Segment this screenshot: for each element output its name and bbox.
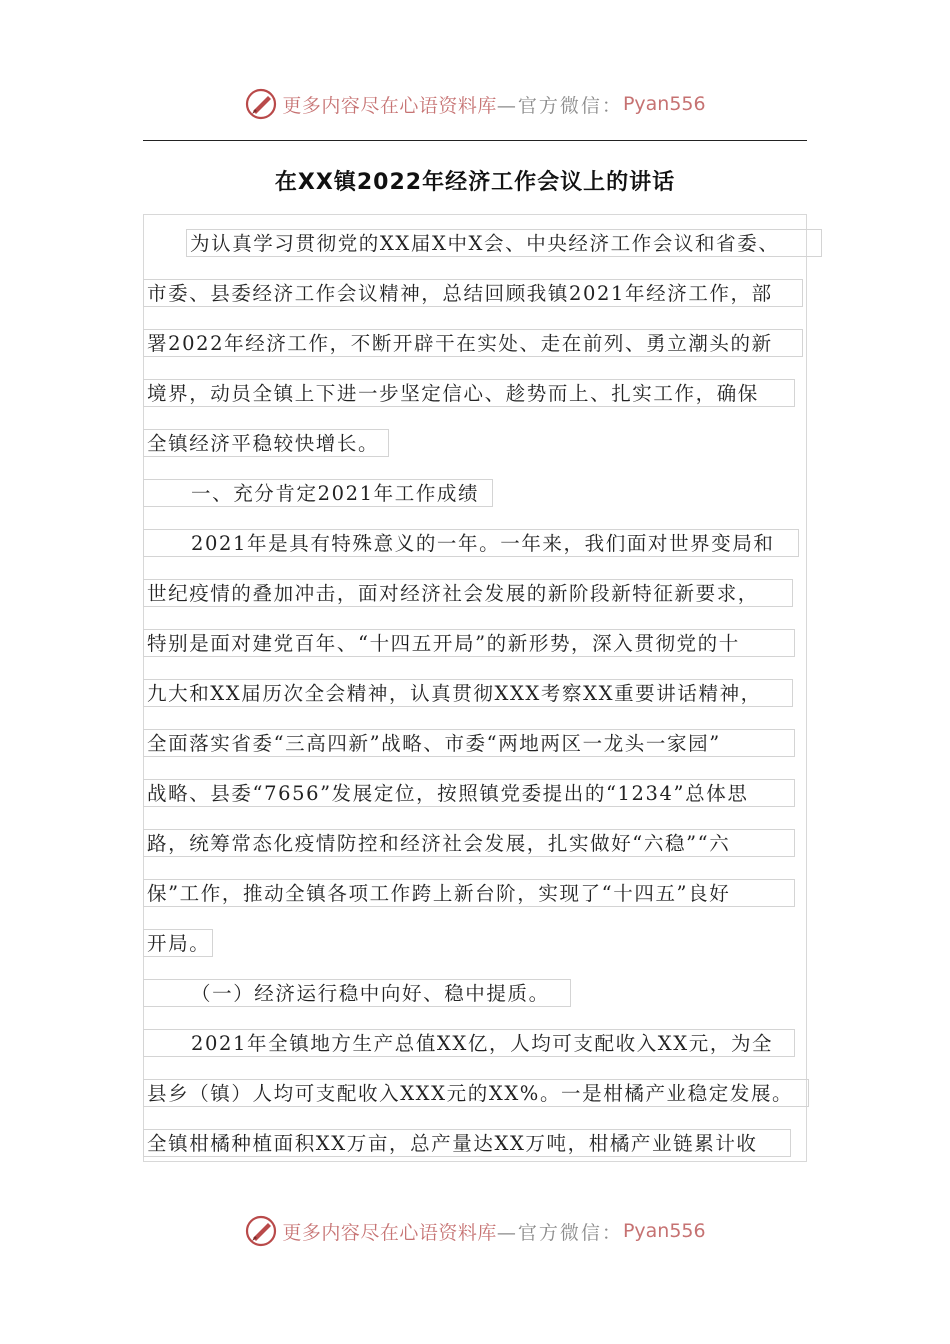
banner-prefix: 更多内容尽在心语资料库 xyxy=(282,1221,497,1244)
text-line: 路，统筹常态化疫情防控和经济社会发展，扎实做好“六稳”“六 xyxy=(143,829,795,857)
text-line: 九大和XX届历次全会精神，认真贯彻XXX考察XX重要讲话精神， xyxy=(143,679,793,707)
text-line: 战略、县委“7656”发展定位，按照镇党委提出的“1234”总体思 xyxy=(143,779,795,807)
banner-handle: Pyan556 xyxy=(622,1220,706,1242)
pen-logo-icon xyxy=(244,1214,278,1248)
text-line: 市委、县委经济工作会议精神，总结回顾我镇2021年经济工作，部 xyxy=(143,279,803,307)
banner-handle: Pyan556 xyxy=(622,93,706,115)
watermark-banner-top xyxy=(0,84,950,124)
document-title: 在XX镇2022年经济工作会议上的讲话 xyxy=(274,170,676,195)
text-line: 境界，动员全镇上下进一步坚定信心、趁势而上、扎实工作，确保 xyxy=(143,379,795,407)
text-line: 为认真学习贯彻党的XX届X中X会、中央经济工作会议和省委、 xyxy=(186,229,822,257)
section-heading: 一、充分肯定2021年工作成绩 xyxy=(143,479,493,507)
text-line: 县乡（镇）人均可支配收入XXX元的XX%。一是柑橘产业稳定发展。 xyxy=(143,1079,809,1107)
subsection-heading: （一）经济运行稳中向好、稳中提质。 xyxy=(143,979,571,1007)
text-line: 保”工作，推动全镇各项工作跨上新台阶，实现了“十四五”良好 xyxy=(143,879,795,907)
header-rule xyxy=(143,140,807,141)
text-line: 全镇柑橘种植面积XX万亩，总产量达XX万吨，柑橘产业链累计收 xyxy=(143,1129,791,1157)
text-line: 署2022年经济工作，不断开辟干在实处、走在前列、勇立潮头的新 xyxy=(143,329,803,357)
banner-dash: —官方微信： xyxy=(496,1221,623,1244)
text-line: 世纪疫情的叠加冲击，面对经济社会发展的新阶段新特征新要求， xyxy=(143,579,793,607)
banner-dash: —官方微信： xyxy=(496,94,623,117)
text-line: 全面落实省委“三高四新”战略、市委“两地两区一龙头一家园” xyxy=(143,729,795,757)
text-line: 2021年全镇地方生产总值XX亿，人均可支配收入XX元，为全 xyxy=(143,1029,795,1057)
text-line: 全镇经济平稳较快增长。 xyxy=(143,429,389,457)
watermark-banner-bottom xyxy=(0,1211,950,1251)
text-line: 2021年是具有特殊意义的一年。一年来，我们面对世界变局和 xyxy=(143,529,799,557)
banner-prefix: 更多内容尽在心语资料库 xyxy=(282,94,497,117)
text-line: 特别是面对建党百年、“十四五开局”的新形势，深入贯彻党的十 xyxy=(143,629,795,657)
text-line: 开局。 xyxy=(143,929,213,957)
pen-logo-icon xyxy=(244,87,278,121)
